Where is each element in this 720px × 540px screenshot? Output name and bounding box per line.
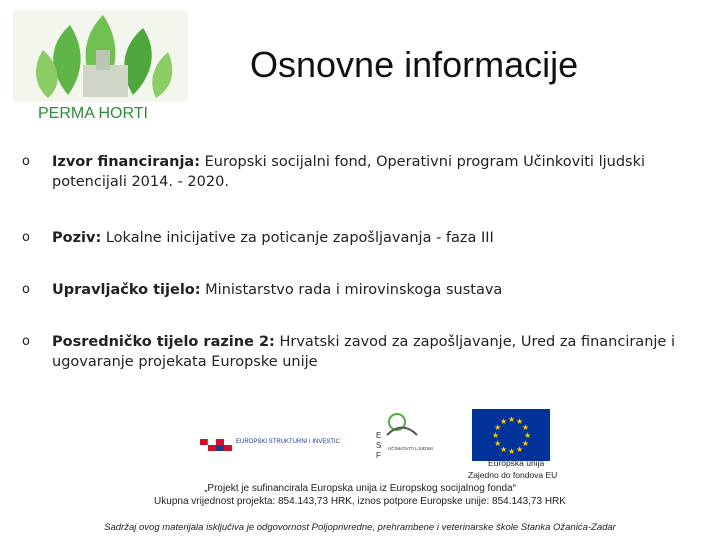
list-item — [22, 152, 712, 192]
eu-star-icon: ★ — [521, 439, 530, 448]
item-text: Europski socijalni fond, Operativni program Učinkoviti ljudski potencijali 2014. - 2020. — [52, 154, 645, 190]
disclaimer: Sadržaj ovog materijala isključiva je odgovornost Poljoprivredne, prehrambene i veterinarske škole Stanka Ožanića-Zadar — [104, 522, 616, 533]
list-item — [22, 280, 712, 300]
funding-logos — [0, 405, 720, 465]
item-label: Poziv: — [52, 230, 102, 246]
item-label: Izvor financiranja: — [52, 154, 201, 170]
perma-horti-logo — [8, 10, 193, 125]
eu-star-icon: ★ — [508, 415, 516, 424]
bullet-marker: o — [22, 282, 30, 297]
item-label: Upravljačko tijelo: — [52, 282, 201, 298]
esf-text: EUROPSKI STRUKTURNI I INVESTIC — [236, 439, 340, 445]
item-text: Hrvatski zavod za zapošljavanje, Ured za financiranje i ugovaranje projekata Europske unije — [52, 334, 675, 370]
eu-star-icon: ★ — [516, 417, 524, 427]
eu-star-icon: ★ — [516, 444, 524, 454]
esf-logo — [200, 425, 340, 463]
ljudski-text: UČINKOVITI LJUDSKI — [388, 446, 434, 451]
item-text: Ministarstvo rada i mirovinskoga sustava — [205, 282, 503, 298]
bullet-marker: o — [22, 230, 30, 245]
eu-flag-logo — [472, 409, 550, 461]
bullet-marker: o — [22, 334, 30, 349]
eu-star-icon: ★ — [524, 431, 532, 440]
eu-star-icon: ★ — [494, 439, 502, 448]
project-value: Ukupna vrijednost projekta: 854.143,73 HRK, iznos potpore Europske unije: 854.143,73 HRK — [154, 496, 566, 507]
page-title: Osnovne informacije — [250, 44, 579, 85]
logo-text: PERMA HORTI — [38, 105, 148, 122]
svg-text:F: F — [376, 451, 381, 460]
ljudski-potencijali-logo — [372, 410, 434, 468]
eu-sub-label: Zajedno do fondova EU — [468, 470, 558, 480]
item-text: Lokalne inicijative za poticanje zapošljavanja - faza III — [105, 230, 494, 246]
eu-star-icon: ★ — [500, 417, 508, 427]
eu-star-icon: ★ — [500, 444, 508, 454]
svg-text:E: E — [376, 431, 382, 440]
list-item — [22, 332, 712, 372]
eu-star-icon: ★ — [494, 423, 502, 432]
svg-text:S: S — [376, 441, 382, 450]
list-item — [22, 228, 712, 248]
eu-label: Europska unija — [488, 458, 545, 468]
bullet-marker: o — [22, 154, 30, 169]
eu-star-icon: ★ — [492, 431, 500, 440]
item-label: Posredničko tijelo razine 2: — [52, 334, 275, 350]
eu-star-icon: ★ — [508, 447, 516, 456]
funding-statement: „Projekt je sufinancirala Europska unija iz Europskog socijalnog fonda“ — [204, 483, 516, 494]
eu-star-icon: ★ — [521, 423, 530, 432]
